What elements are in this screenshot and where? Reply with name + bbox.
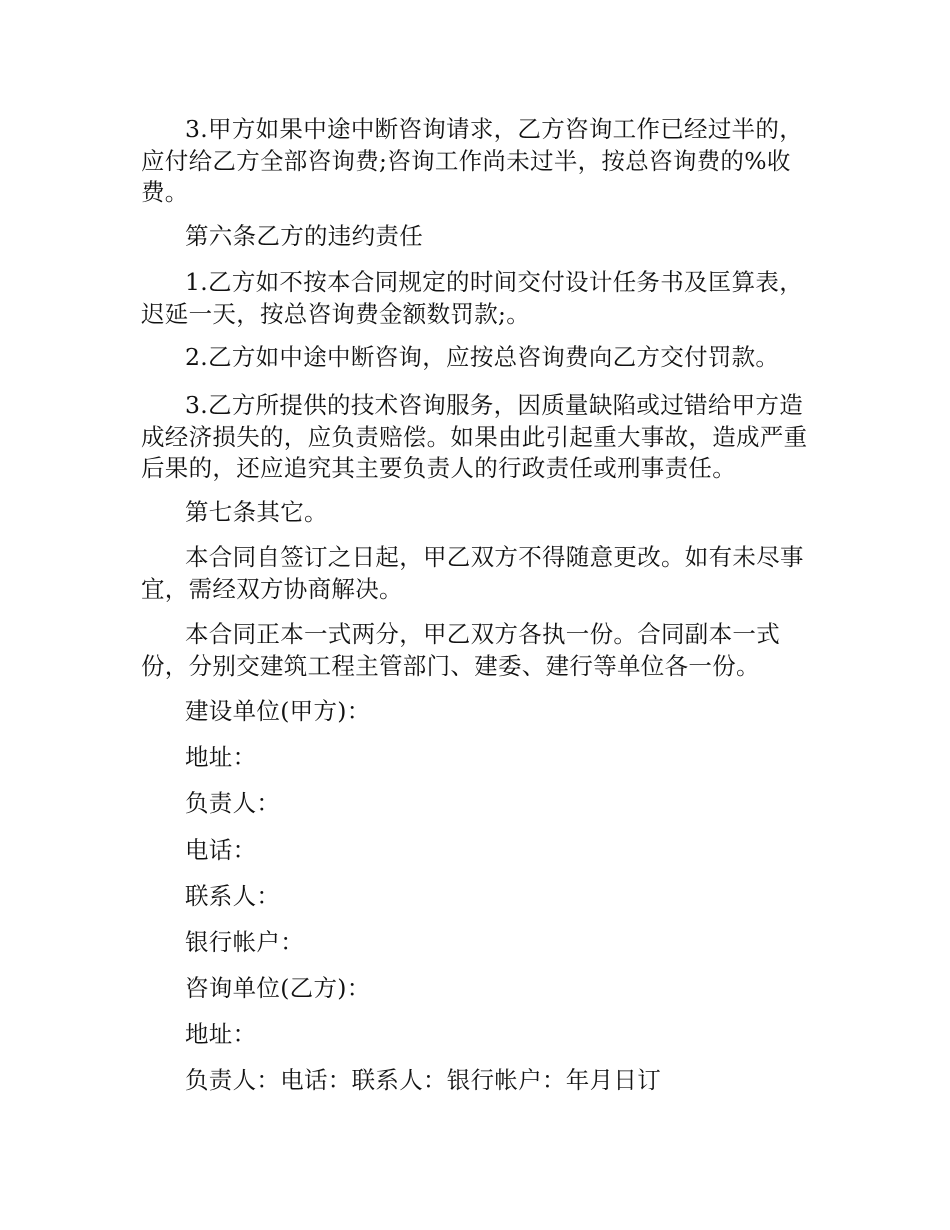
field-contact-a: 联系人：: [185, 882, 281, 910]
field-address-a: 地址：: [185, 743, 257, 771]
field-responsible-a: 负责人：: [185, 789, 281, 817]
field-party-a: 建设单位(甲方)：: [185, 697, 371, 725]
paragraph-clause-6-3: 3.乙方所提供的技术咨询服务，因质量缺陷或过错给甲方造成经济损失的，应负责赔偿。如果由此引起重大事故，造成严重后果的，还应追究其主要负责人的行政责任或刑事责任。: [141, 391, 808, 482]
paragraph-clause-6-2: 2.乙方如中途中断咨询，应按总咨询费向乙方交付罚款。: [185, 343, 780, 371]
paragraph-copies: 本合同正本一式两分，甲乙双方各执一份。合同副本一式份，分别交建筑工程主管部门、建委、建行等单位各一份。: [141, 620, 780, 680]
paragraph-clause-6-1: 1.乙方如不按本合同规定的时间交付设计任务书及匡算表，迟延一天，按总咨询费金额数罚款;。: [141, 268, 804, 328]
field-bank-account-a: 银行帐户：: [185, 928, 304, 956]
paragraph-modification: 本合同自签订之日起，甲乙双方不得随意更改。如有未尽事宜，需经双方协商解决。: [141, 543, 804, 603]
heading-article-7: 第七条其它。: [185, 498, 328, 526]
field-phone-a: 电话：: [185, 836, 257, 864]
field-party-b: 咨询单位(乙方)：: [185, 974, 371, 1002]
field-party-b-details: 负责人：电话：联系人：银行帐户：年月日订: [185, 1066, 661, 1094]
heading-article-6: 第六条乙方的违约责任: [185, 222, 423, 250]
field-address-b: 地址：: [185, 1020, 257, 1048]
paragraph-clause-5-3: 3.甲方如果中途中断咨询请求，乙方咨询工作已经过半的，应付给乙方全部咨询费;咨询工作尚未过半，按总咨询费的%收费。: [141, 115, 804, 206]
